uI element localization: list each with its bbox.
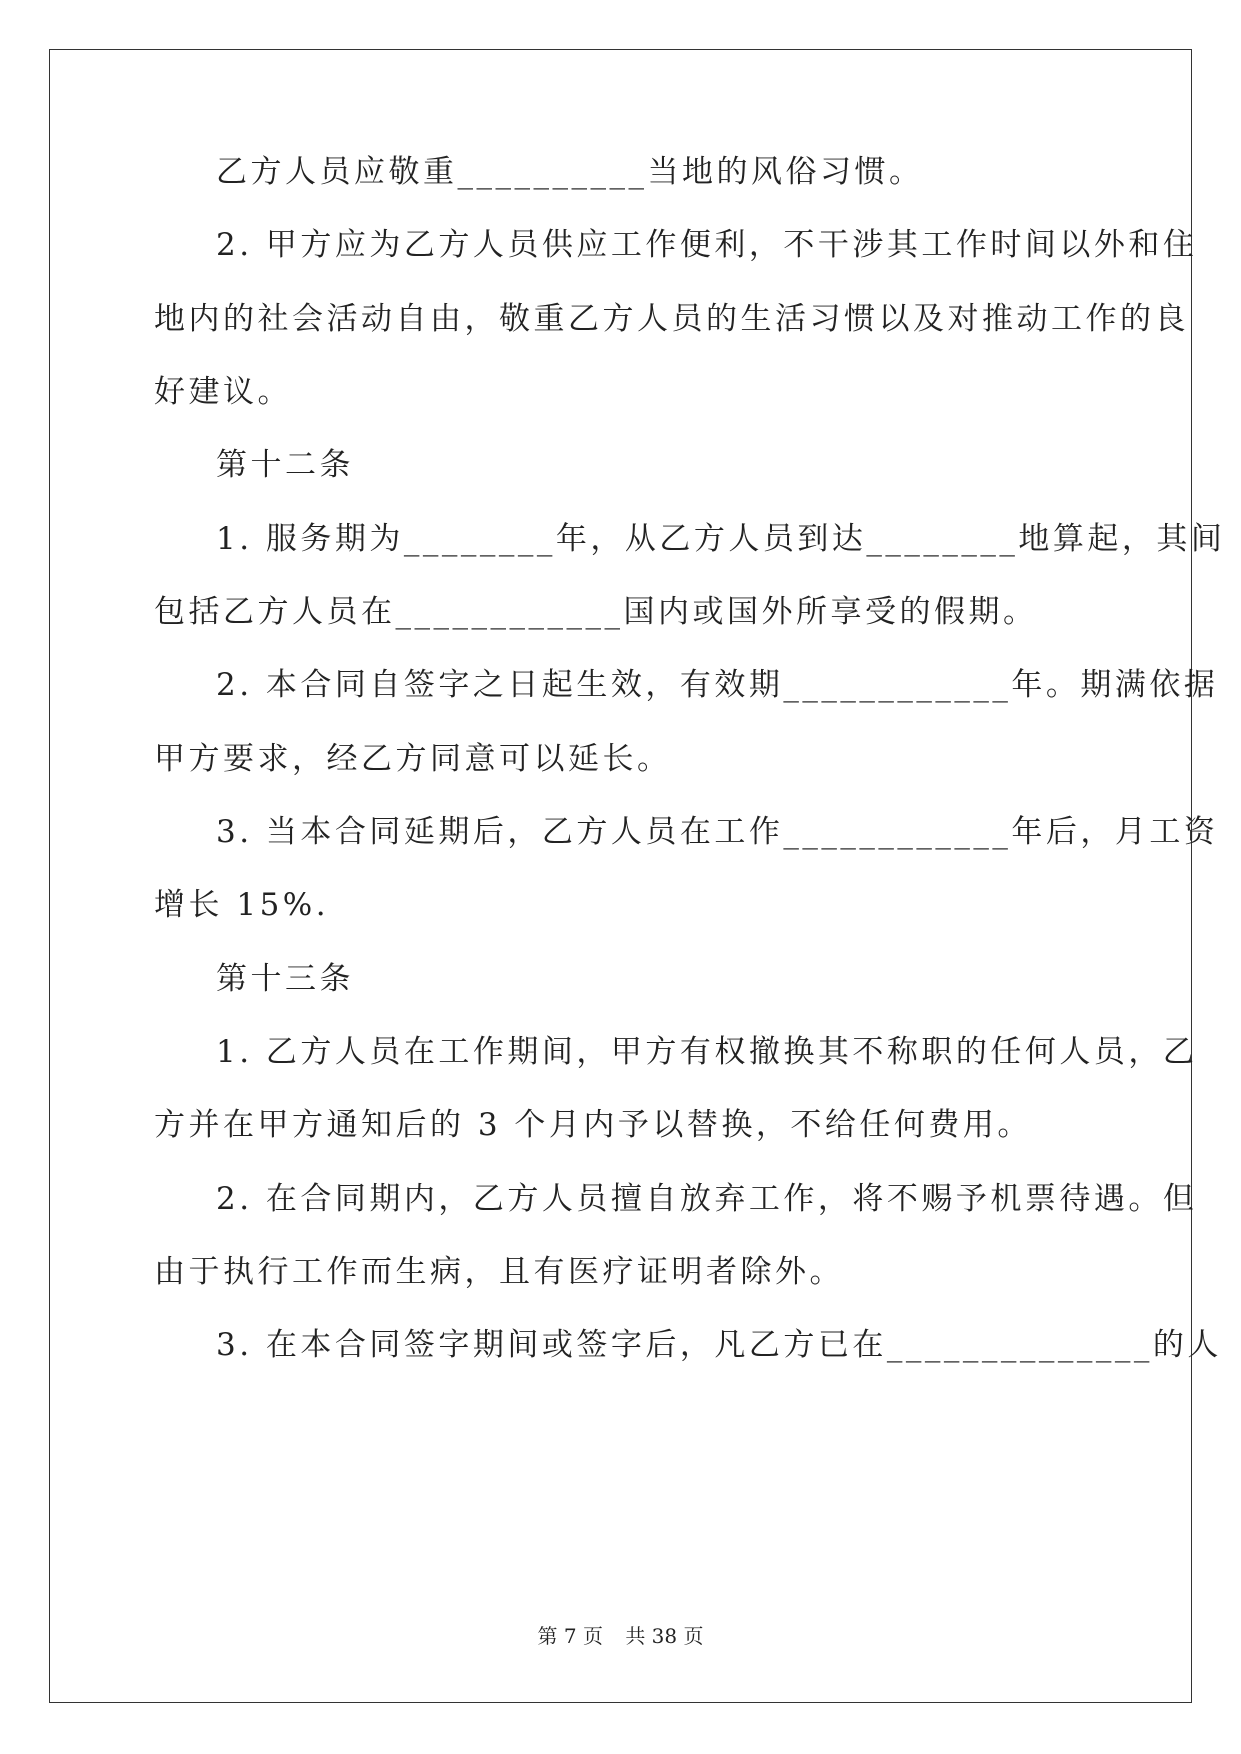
text-line: 3. 在本合同签字期间或签字后，凡乙方已在______________的人 [216,1327,1222,1363]
text-line: 包括乙方人员在____________国内或国外所享受的假期。 [154,594,1038,630]
page-footer [0,1620,1241,1649]
text-line: 2. 甲方应为乙方人员供应工作便利，不干涉其工作时间以外和住 [216,227,1198,263]
text-line: 2. 在合同期内，乙方人员擅自放弃工作，将不赐予机票待遇。但 [216,1181,1198,1217]
text-line: 地内的社会活动自由，敬重乙方人员的生活习惯以及对推动工作的良 [154,301,1189,337]
page-border [49,49,1226,1703]
text-line: 3. 当本合同延期后，乙方人员在工作____________年后，月工资 [216,814,1219,850]
text-line: 好建议。 [154,374,292,410]
text-line: 增长 15%. [154,887,330,923]
text-line: 甲方要求，经乙方同意可以延长。 [154,741,672,777]
text-line: 乙方人员应敬重__________当地的风俗习惯。 [216,154,924,190]
text-line: 由于执行工作而生病，且有医疗证明者除外。 [154,1254,844,1290]
section-heading: 第十三条 [216,961,354,997]
text-line: 1. 服务期为________年，从乙方人员到达________地算起，其间 [216,521,1226,557]
section-heading: 第十二条 [216,447,354,483]
text-line: 方并在甲方通知后的 3 个月内予以替换，不给任何费用。 [154,1107,1032,1143]
page-total: 共 38 页 [625,1624,704,1648]
page-number: 第 7 页 [537,1624,603,1648]
text-line: 2. 本合同自签字之日起生效，有效期____________年。期满依据 [216,667,1219,703]
text-line: 1. 乙方人员在工作期间，甲方有权撤换其不称职的任何人员，乙 [216,1034,1198,1070]
